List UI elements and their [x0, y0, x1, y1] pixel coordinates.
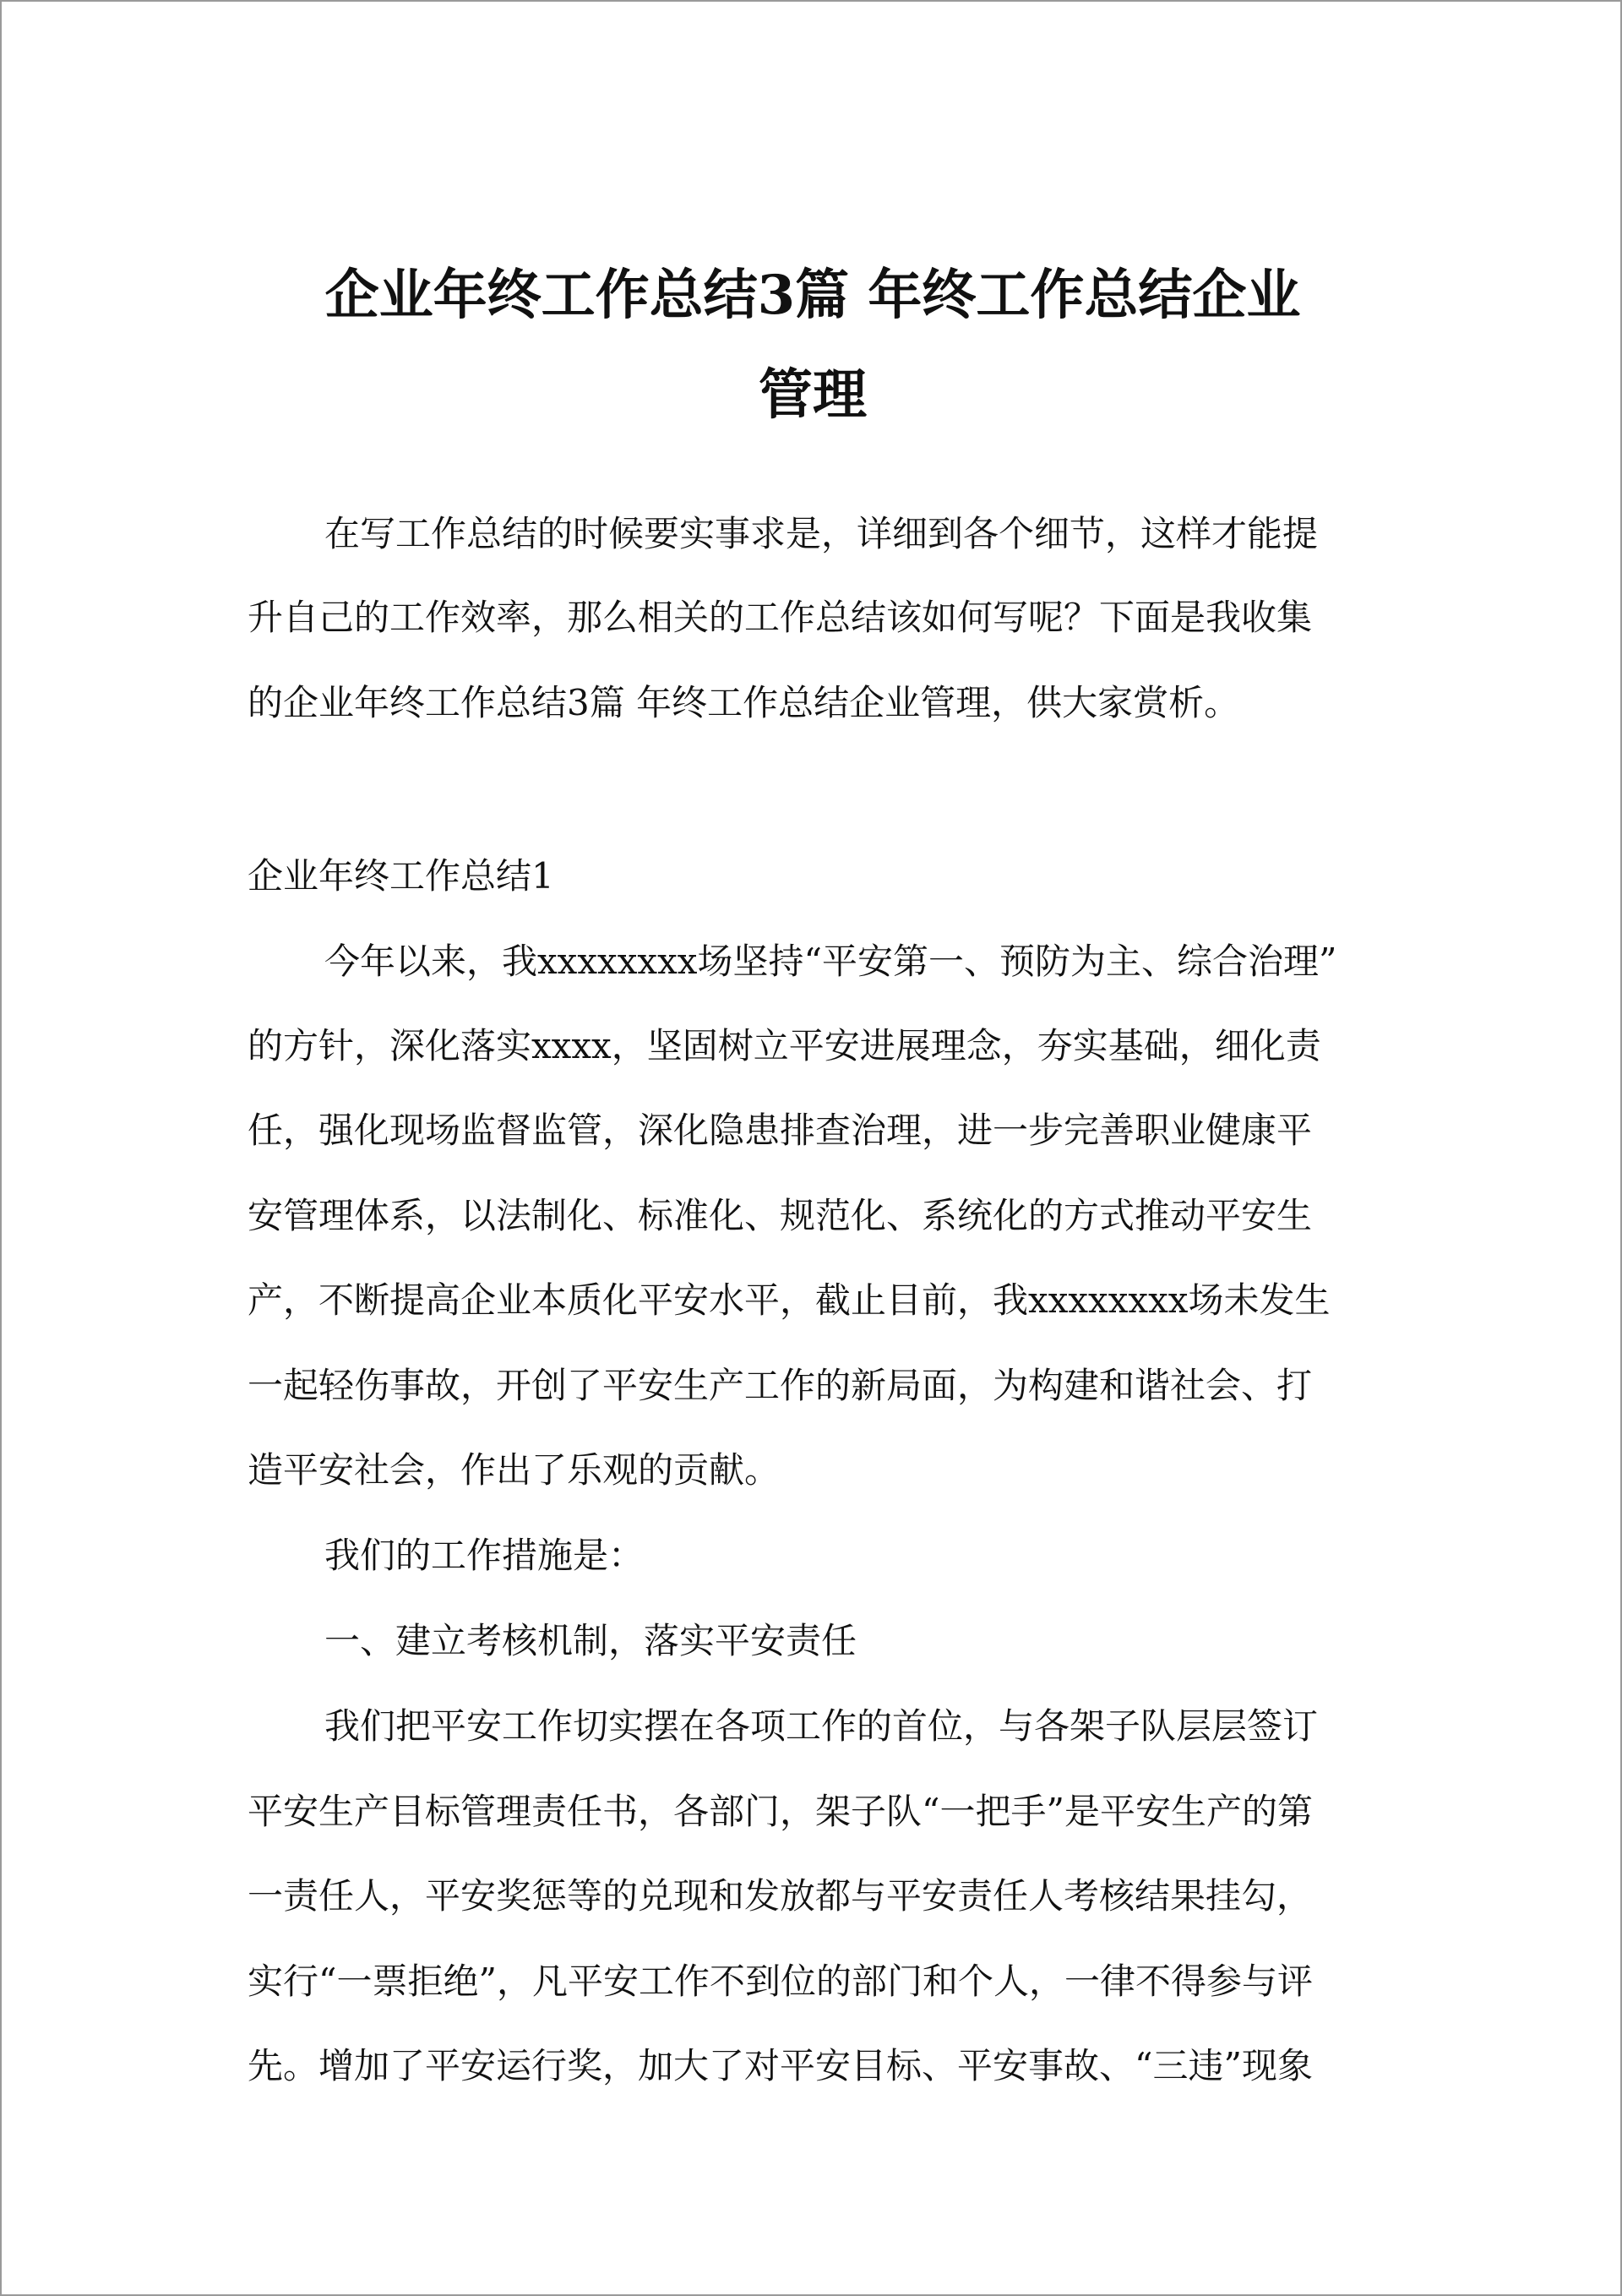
intro-line-2: 升自己的工作效率，那么相关的工作总结该如何写呢？下面是我收集 — [248, 597, 1313, 638]
paragraph-line: 平安生产目标管理责任书，各部门，架子队“一把手”是平安生产的第 — [248, 1791, 1313, 1832]
intro-line-3: 的企业年终工作总结3篇 年终工作总结企业管理，供大家赏析。 — [248, 682, 1240, 723]
section-heading: 企业年终工作总结1 — [248, 855, 554, 897]
paragraph-line: 造平安社会，作出了乐观的贡献。 — [248, 1449, 781, 1491]
document-title-line-2: 管理 — [759, 363, 867, 427]
measure-heading-1: 一、建立考核机制，落实平安责任 — [324, 1620, 857, 1661]
paragraph-line: 实行“一票拒绝”，凡平安工作不到位的部门和个人，一律不得参与评 — [248, 1961, 1313, 2002]
document-title-line-1: 企业年终工作总结3篇 年终工作总结企业 — [324, 264, 1301, 327]
paragraph-line: 先。增加了平安运行奖，加大了对平安目标、平安事故、“三违”现象 — [248, 2045, 1313, 2086]
measures-intro: 我们的工作措施是： — [324, 1535, 645, 1576]
paragraph-line: 安管理体系，以法制化、标准化、规范化、系统化的方式推动平安生 — [248, 1195, 1313, 1236]
intro-line-1: 在写工作总结的时候要实事求是，详细到各个细节，这样才能提 — [324, 513, 1319, 554]
paragraph-line: 我们把平安工作切实摆在各项工作的首位，与各架子队层层签订 — [324, 1705, 1319, 1747]
paragraph-line: 一起轻伤事故，开创了平安生产工作的新局面，为构建和谐社会、打 — [248, 1365, 1313, 1406]
paragraph-line: 的方针，深化落实xxxx，坚固树立平安进展理念，夯实基础，细化责 — [248, 1025, 1321, 1066]
paragraph-line: 任，强化现场监督监管，深化隐患排查治理，进一步完善职业健康平 — [248, 1110, 1313, 1151]
paragraph-line: 产，不断提高企业本质化平安水平，截止目前，我xxxxxxxx场未发生 — [248, 1279, 1331, 1321]
paragraph-line: 一责任人，平安奖惩等的兑现和发放都与平安责任人考核结果挂勾， — [248, 1875, 1313, 1917]
paragraph-line: 今年以来，我xxxxxxxx场坚持“平安第一、预防为主、综合治理” — [324, 941, 1337, 982]
